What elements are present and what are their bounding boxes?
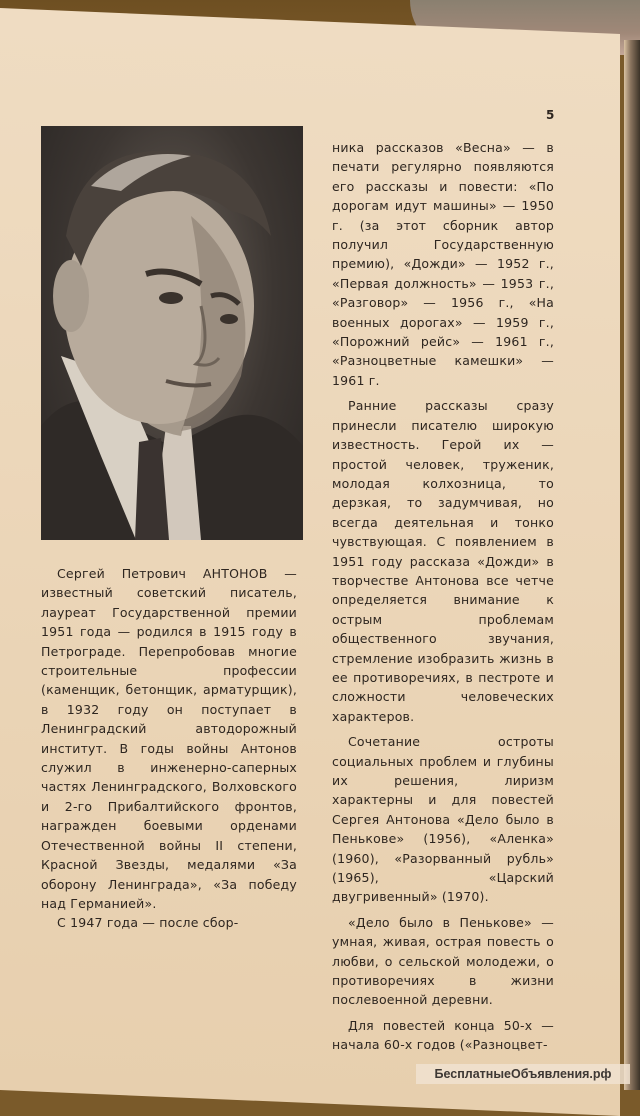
works-paragraph: «Дело было в Пенькове» — умная, живая, острая повесть о любви, о сельской молодежи, о противоречиях в жизни послевоенной деревни. bbox=[332, 914, 554, 1008]
biography-paragraph: Сергей Петрович АНТОНОВ — известный советский писатель, лауреат Государственной премии 1951 года — родился в 1915 году в Петрограде. Перепробовав многие строительные профессии (каменщик, бетонщик, арматурщик), в 1932 году он поступает в Ленинградский автодорожный институт. В годы войны Антонов служил в инженерно-саперных частях Ленинградского, Волховского и 2-го Прибалтийского фронтов, награжден боевыми орденами Отечественной войны II степени, Красной Звезды, медалями «За оборону Ленинграда», «За победу над Германией». bbox=[41, 566, 297, 911]
portrait-photo-icon bbox=[41, 126, 303, 540]
page-number: 5 bbox=[546, 108, 555, 122]
works-paragraph: ника рассказов «Весна» — в печати регулярно появляются его рассказы и повести: «По дорогам идут машины» — 1950 г. (за этот сборник автор получил Государственную премию), «Дожди» — 1952 г., «Первая должность» — 1953 г., «Разговор» — 1956 г., «На военных дорогах» — 1959 г., «Порожний рейс» — 1961 г., «Разноцветные камешки» — 1961 г. bbox=[332, 140, 554, 388]
right-column-text bbox=[332, 138, 554, 1055]
left-column-text bbox=[41, 564, 297, 933]
biography-paragraph: С 1947 года — после сбор- bbox=[57, 915, 239, 931]
watermark: БесплатныеОбъявления.рф bbox=[416, 1064, 630, 1084]
works-paragraph: Для повестей конца 50-х — начала 60-х годов («Разноцвет- bbox=[332, 1017, 554, 1053]
works-paragraph: Сочетание остроты социальных проблем и глубины их решения, лиризм характерны и для повестей Сергея Антонова «Дело было в Пенькове» (1956), «Аленка» (1960), «Разорванный рубль» (1965), «Царский двугривенный» (1970). bbox=[332, 734, 554, 905]
works-paragraph: Ранние рассказы сразу принесли писателю широкую известность. Герой их — простой человек, труженик, молодая колхозница, то дерзкая, то задумчивая, но всегда деятельная и тонко чувствующая. С появлением в 1951 году рассказа «Дожди» в творчестве Антонова все четче определяется внимание к острым проблемам общественного звучания, стремление изобразить жизнь в ее противоречиях, в пестроте и сложности человеческих характеров. bbox=[332, 398, 554, 724]
author-portrait bbox=[41, 126, 303, 540]
